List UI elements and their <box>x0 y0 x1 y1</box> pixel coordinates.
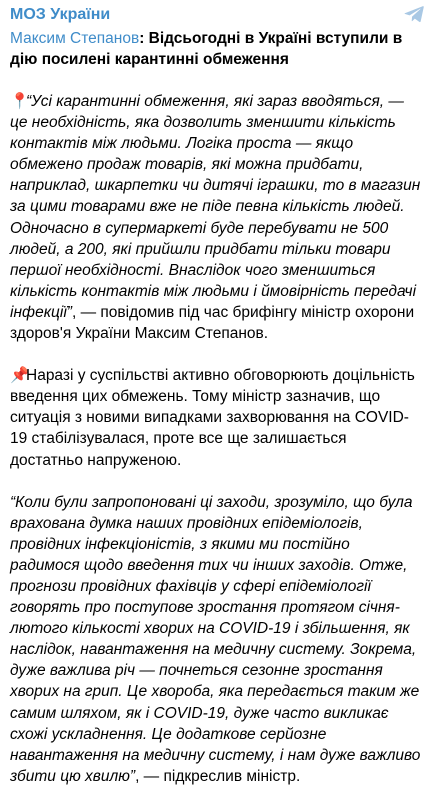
spacer <box>10 70 423 91</box>
reply-title: Відсьогодні в Україні вступили в дію посилені карантинні обмеження <box>10 30 403 68</box>
round-pushpin-icon: 📍 <box>10 93 30 110</box>
telegram-icon[interactable] <box>403 3 425 25</box>
spacer <box>10 344 423 365</box>
quote-1-attribution: , — повідомив під час брифінгу міністр охорони здоров'я України Максим Степанов. <box>10 303 415 343</box>
reply-header[interactable] <box>10 28 423 70</box>
quote-2-attribution: , — підкреслив міністр. <box>135 767 301 785</box>
channel-name[interactable]: МОЗ України <box>10 6 111 23</box>
paragraph-2 <box>10 365 423 470</box>
pushpin-icon: 📌 <box>10 367 30 385</box>
spacer <box>10 471 423 492</box>
reply-separator: : <box>139 30 149 47</box>
quote-1: “Усі карантинні обмеження, які зараз вводяться, — це необхідність, яка дозволить зменшити кількість контактів між людьми. Логіка проста — якщо обмежено продаж товарів, які можна придбати, наприклад, шкарпетки чи дитячі іграшки, то в магазин за цими товарами вже не піде певна кількість людей. Одночасно в супермаркеті буде перебувати не 500 людей, а 200, які прийшли придбати тільки товари першої необхідності. Внаслідок чого зменшиться кількість контактів між людьми і ймовірність передачі інфекції” <box>10 93 421 321</box>
reply-author[interactable]: Максим Степанов <box>10 30 140 47</box>
paragraph-3 <box>10 492 423 787</box>
quote-2: “Коли були запропоновані ці заходи, зрозуміло, що була врахована думка наших провідних епідеміологів, провідних інфекціоністів, з якими ми постійно радимося щодо введення тих чи інших заходів. Отже, прогнози провідних фахівців у сфері епідеміології говорять про поступове зростання протягом січня-лютого кількості хворих на COVID-19 і збільшення, як наслідок, навантаження на медичну систему. Зокрема, дуже важлива річ — почнеться сезонне зростання хворих на грип. Це хвороба, яка передається таким же самим шляхом, як і COVID-19, дуже часто викликає схожі ускладнення. Це додаткове серйозне навантаження на медичну систему, і нам дуже важливо збити цю хвилю” <box>10 493 421 785</box>
paragraph-2-text: Наразі у суспільстві активно обговорюють доцільність введення цих обмежень. Тому міністр зазначив, що ситуація з новими випадками захворювання на COVID-19 стабілізувалася, проте все ще залишається достатньо напруженою. <box>10 367 415 469</box>
paragraph-1 <box>10 91 423 344</box>
